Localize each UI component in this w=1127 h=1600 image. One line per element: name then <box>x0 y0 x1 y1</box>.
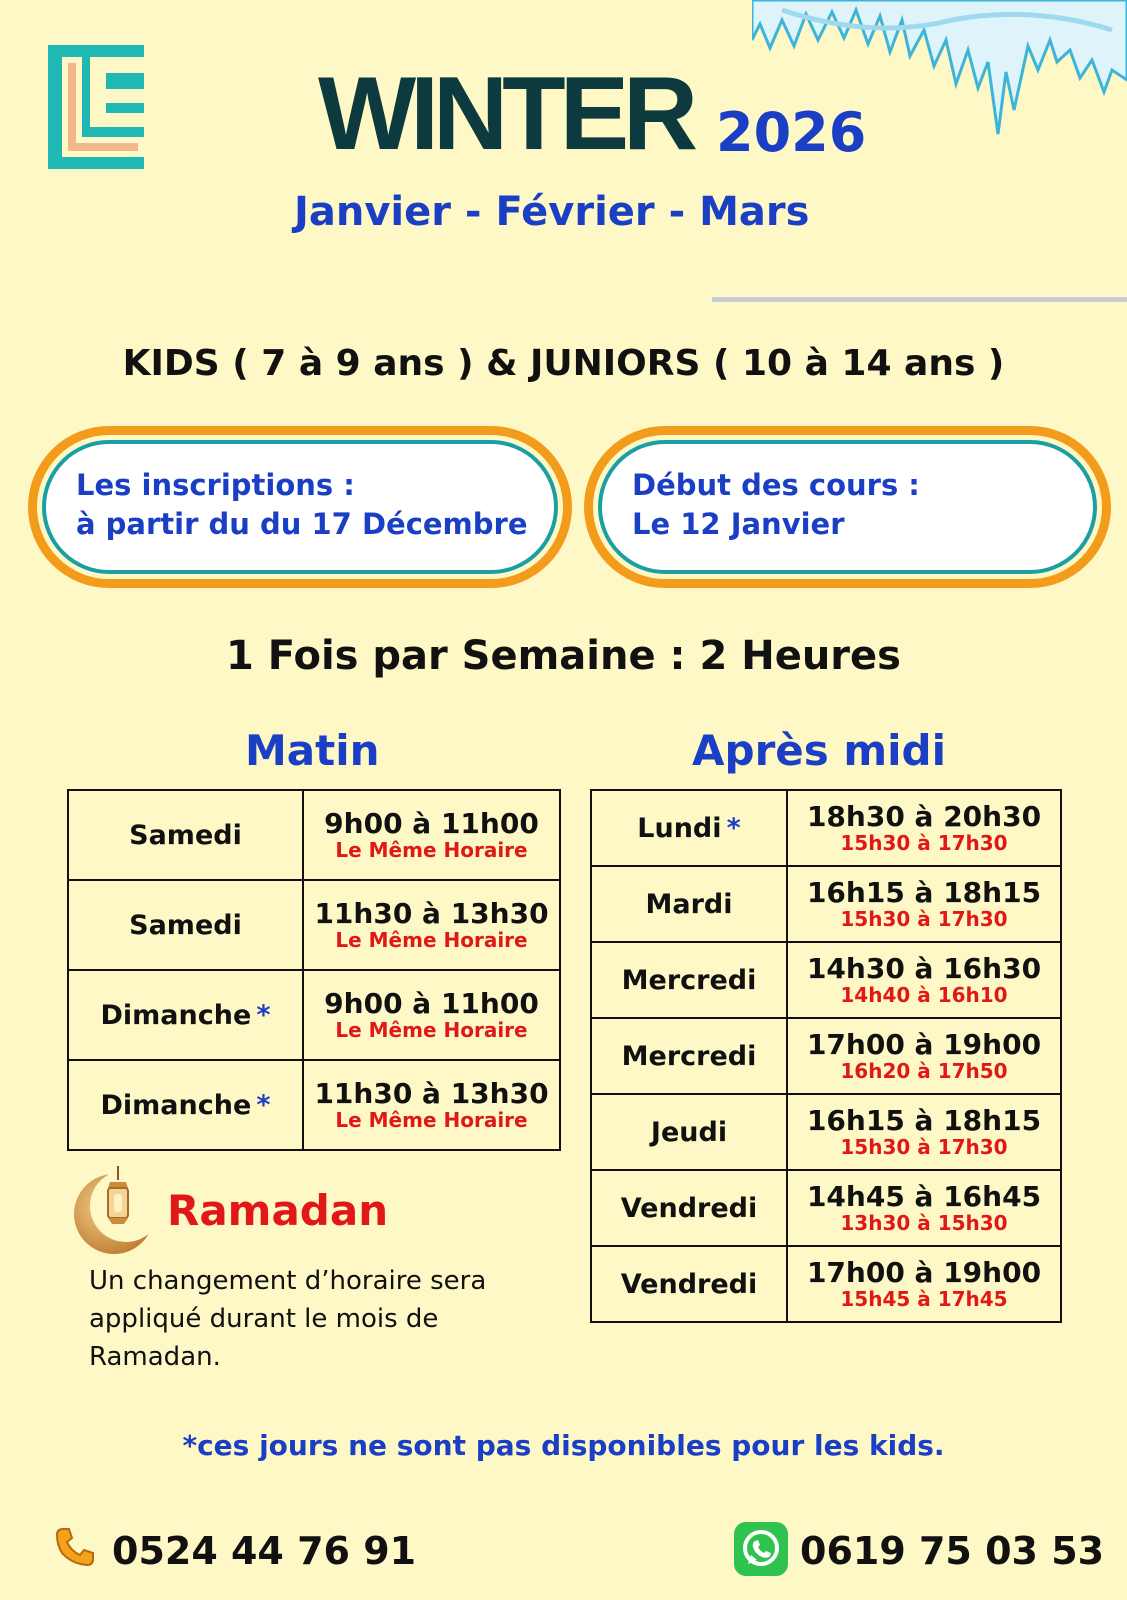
whatsapp-icon[interactable] <box>734 1522 788 1576</box>
time-cell: 11h30 à 13h30 <box>314 1077 549 1110</box>
months-subtitle: Janvier - Février - Mars <box>294 189 810 235</box>
day-cell: Jeudi <box>650 1116 728 1148</box>
ramadan-time: Le Même Horaire <box>335 838 528 862</box>
table-row <box>68 880 560 970</box>
ramadan-time: Le Même Horaire <box>335 928 528 952</box>
unavailable-star: * <box>256 999 271 1031</box>
table-row <box>591 1094 1061 1170</box>
time-cell: 16h15 à 18h15 <box>806 1104 1042 1137</box>
day-cell: Dimanche <box>100 1089 252 1121</box>
course-start-box <box>584 426 1111 588</box>
ramadan-time: 16h20 à 17h50 <box>840 1059 1008 1083</box>
ramadan-time: 15h45 à 17h45 <box>840 1287 1008 1311</box>
apres-midi-schedule-table <box>590 789 1062 1323</box>
unavailable-star: * <box>726 812 741 844</box>
table-row <box>68 790 560 880</box>
time-cell: 14h45 à 16h45 <box>806 1180 1042 1213</box>
time-cell: 9h00 à 11h00 <box>324 807 539 840</box>
inscriptions-label: Les inscriptions : <box>76 468 355 502</box>
matin-title: Matin <box>245 726 380 775</box>
table-row <box>591 866 1061 942</box>
table-row <box>591 1018 1061 1094</box>
day-cell: Mercredi <box>621 964 757 996</box>
time-cell: 11h30 à 13h30 <box>314 897 549 930</box>
day-cell: Samedi <box>129 819 242 851</box>
time-cell: 16h15 à 18h15 <box>806 876 1042 909</box>
table-row <box>591 1246 1061 1322</box>
ramadan-time: Le Même Horaire <box>335 1018 528 1042</box>
day-cell: Samedi <box>129 909 242 941</box>
time-cell: 9h00 à 11h00 <box>324 987 539 1020</box>
ramadan-text: Un changement d’horaire sera appliqué durant le mois de Ramadan. <box>89 1266 487 1372</box>
table-row <box>68 970 560 1060</box>
table-row <box>591 790 1061 866</box>
ramadan-time: 14h40 à 16h10 <box>840 983 1008 1007</box>
whatsapp-number[interactable]: 0619 75 03 53 <box>800 1529 1105 1573</box>
day-cell: Mercredi <box>621 1040 757 1072</box>
time-cell: 14h30 à 16h30 <box>806 952 1042 985</box>
phone-icon[interactable] <box>54 1526 96 1568</box>
table-row <box>68 1060 560 1150</box>
ramadan-title: Ramadan <box>167 1186 389 1235</box>
day-cell: Vendredi <box>620 1192 758 1224</box>
day-cell: Vendredi <box>620 1268 758 1300</box>
ramadan-time: Le Même Horaire <box>335 1108 528 1132</box>
phone-number[interactable]: 0524 44 76 91 <box>112 1529 417 1573</box>
course-start-date: Le 12 Janvier <box>632 507 845 541</box>
unavailable-star: * <box>256 1089 271 1121</box>
frequency-heading: 1 Fois par Semaine : 2 Heures <box>226 633 901 679</box>
table-row <box>591 942 1061 1018</box>
matin-schedule-table <box>67 789 561 1151</box>
day-cell: Lundi <box>637 812 722 844</box>
day-cell: Dimanche <box>100 999 252 1031</box>
time-cell: 18h30 à 20h30 <box>806 800 1042 833</box>
time-cell: 17h00 à 19h00 <box>806 1256 1042 1289</box>
ramadan-time: 13h30 à 15h30 <box>840 1211 1008 1235</box>
kids-availability-note: *ces jours ne sont pas disponibles pour les kids. <box>182 1429 945 1462</box>
ramadan-time: 15h30 à 17h30 <box>840 1135 1008 1159</box>
inscriptions-date: à partir du du 17 Décembre <box>76 507 528 541</box>
crescent-lantern-icon <box>72 1164 156 1254</box>
ramadan-time: 15h30 à 17h30 <box>840 831 1008 855</box>
day-cell: Mardi <box>645 888 733 920</box>
time-cell: 17h00 à 19h00 <box>806 1028 1042 1061</box>
apres-midi-title: Après midi <box>692 726 947 775</box>
table-row <box>591 1170 1061 1246</box>
inscriptions-box <box>28 426 572 588</box>
course-start-label: Début des cours : <box>632 468 920 502</box>
title-year: 2026 <box>716 101 867 164</box>
page-title: WINTER <box>318 56 693 172</box>
ramadan-time: 15h30 à 17h30 <box>840 907 1008 931</box>
divider <box>712 297 1127 302</box>
audience-heading: KIDS ( 7 à 9 ans ) & JUNIORS ( 10 à 14 ans ) <box>122 343 1005 384</box>
brand-logo <box>48 45 144 169</box>
